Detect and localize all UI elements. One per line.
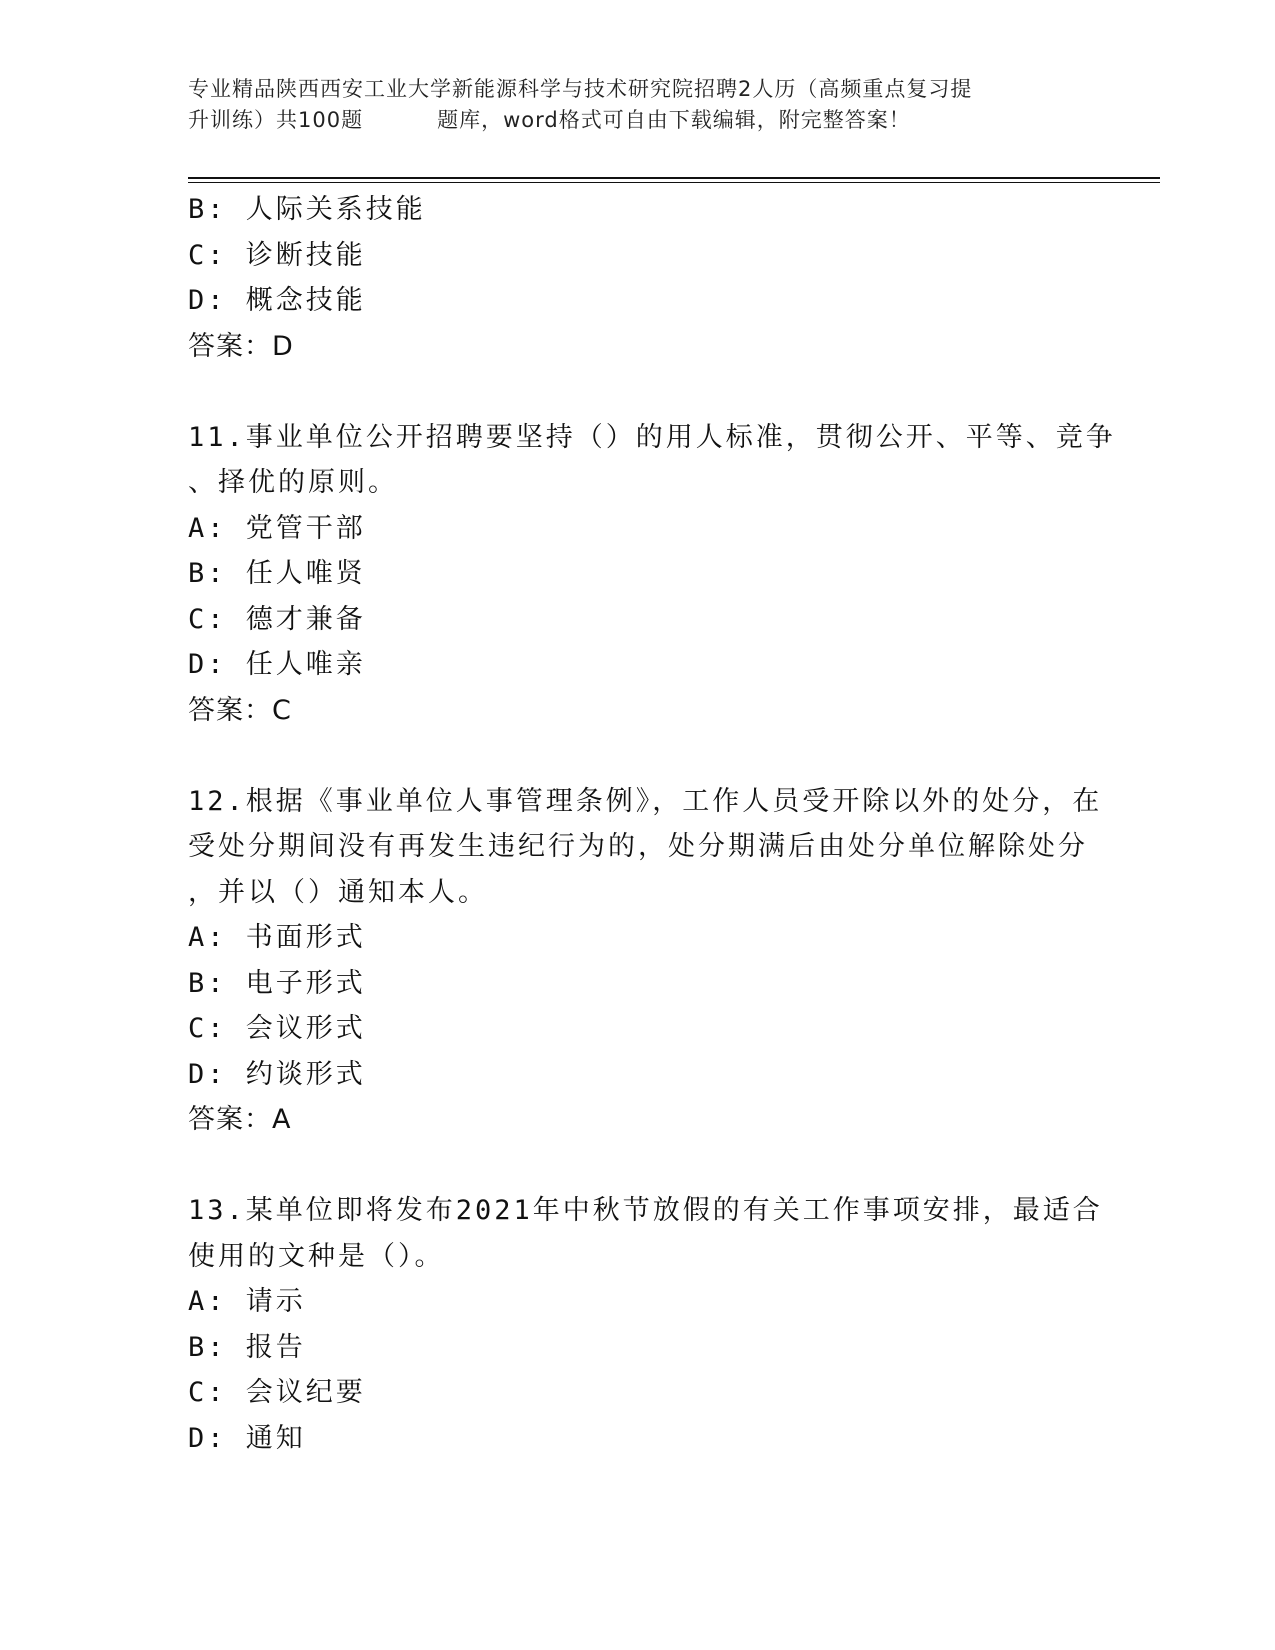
spacer [188, 369, 1088, 415]
prev-question-block [188, 187, 1088, 369]
option-c: C: 会议形式 [188, 1013, 366, 1044]
option-d: D: 概念技能 [188, 285, 366, 316]
question-stem-line: 11.事业单位公开招聘要坚持（）的用人标准，贯彻公开、平等、竞争 [188, 421, 1116, 453]
option-b: B: 任人唯贤 [188, 558, 366, 589]
option-b: B: 报告 [188, 1331, 306, 1363]
question-stem-line: 12.根据《事业单位人事管理条例》，工作人员受开除以外的处分，在 [188, 785, 1103, 817]
header-title-part-2: 题库，word格式可自由下载编辑，附完整答案！ [437, 108, 911, 132]
option-c: C: 会议纪要 [188, 1377, 366, 1408]
answer-line: 答案：D [188, 330, 294, 362]
option-a: A: 书面形式 [188, 922, 366, 953]
question-13 [188, 1188, 1103, 1461]
option-a: A: 党管干部 [188, 512, 366, 544]
option-c: C: 德才兼备 [188, 603, 366, 635]
option-d: D: 约谈形式 [188, 1058, 366, 1090]
question-11 [188, 415, 1116, 734]
question-stem-line: 、择优的原则。 [188, 467, 398, 498]
answer-line: 答案：C [188, 694, 292, 726]
answer-line: 答案：A [188, 1104, 292, 1135]
option-b: B: 电子形式 [188, 967, 366, 999]
option-b: B: 人际关系技能 [188, 194, 426, 225]
spacer [188, 733, 1088, 779]
question-stem-line: 受处分期间没有再发生违纪行为的，处分期满后由处分单位解除处分 [188, 831, 1088, 862]
document-header [188, 74, 1088, 136]
question-stem-line: 13.某单位即将发布2021年中秋节放假的有关工作事项安排，最适合 [188, 1195, 1103, 1226]
header-title-line-2 [188, 105, 1088, 136]
header-title-part-1: 升训练）共100题 [188, 108, 364, 132]
option-a: A: 请示 [188, 1286, 306, 1317]
option-d: D: 通知 [188, 1422, 306, 1454]
question-stem-line: 使用的文种是（）。 [188, 1240, 445, 1272]
option-c: C: 诊断技能 [188, 239, 366, 271]
question-stem-line: ，并以（）通知本人。 [188, 876, 488, 908]
question-12 [188, 779, 1103, 1143]
question-content [188, 187, 1116, 1461]
header-title-line-1: 专业精品陕西西安工业大学新能源科学与技术研究院招聘2人历（高频重点复习提 [188, 77, 973, 101]
header-rule-thick [188, 177, 1160, 179]
spacer [188, 1143, 1088, 1189]
option-d: D: 任人唯亲 [188, 649, 366, 680]
header-rule-thin [188, 182, 1160, 183]
